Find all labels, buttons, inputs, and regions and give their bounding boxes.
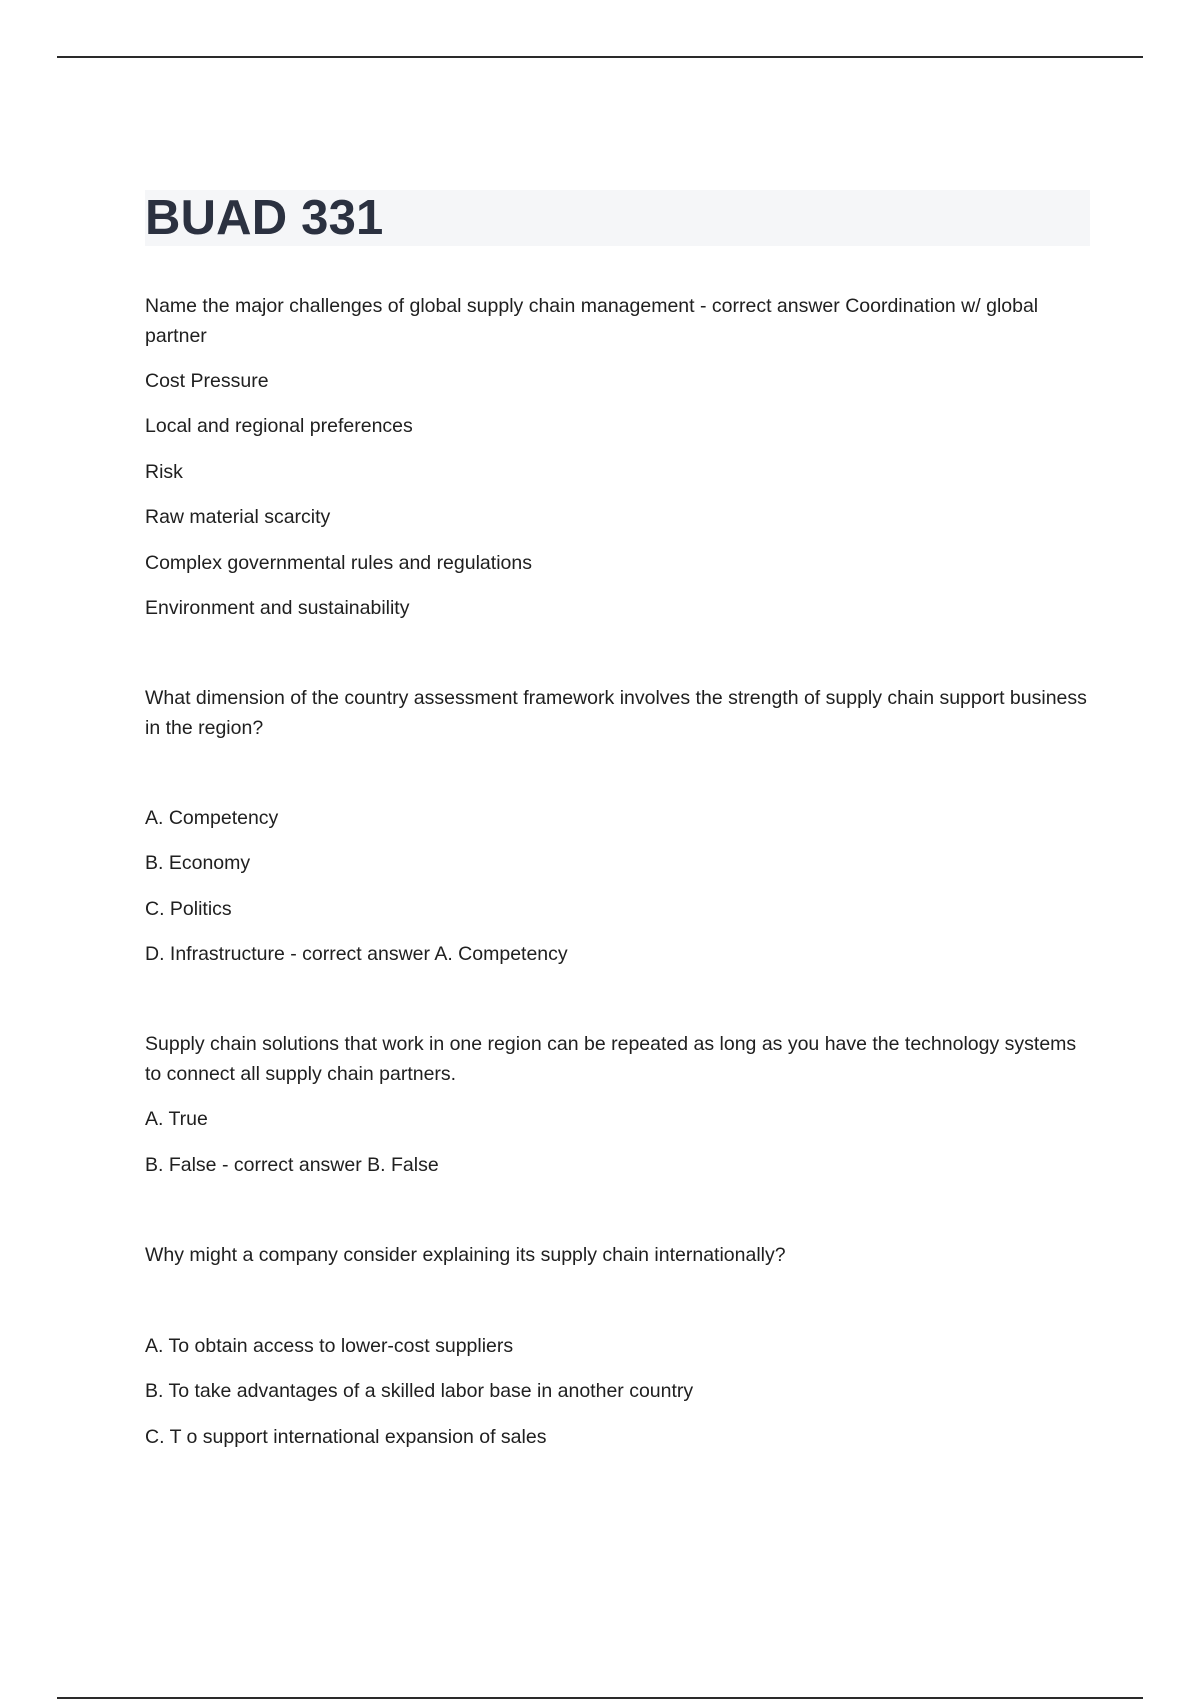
q4-option: A. To obtain access to lower-cost suppliers — [145, 1335, 514, 1357]
q4-prompt: Why might a company consider explaining its supply chain internationally? — [145, 1244, 786, 1266]
q1-item: Local and regional preferences — [145, 415, 413, 437]
page-title: BUAD 331 — [145, 191, 384, 245]
q2-option: D. Infrastructure - correct answer A. Competency — [145, 943, 568, 965]
q1-item: Cost Pressure — [145, 370, 269, 392]
q3-option: B. False - correct answer B. False — [145, 1154, 439, 1176]
q2-prompt: What dimension of the country assessment framework involves the strength of supply chain support business in the region? — [145, 687, 1087, 739]
q1-item: Complex governmental rules and regulations — [145, 552, 532, 574]
q4-option: C. T o support international expansion of sales — [145, 1426, 547, 1448]
top-rule — [57, 56, 1143, 58]
q1-item: Risk — [145, 461, 183, 483]
q1-item: Environment and sustainability — [145, 597, 410, 619]
q3-option: A. True — [145, 1108, 208, 1130]
bottom-rule — [57, 1697, 1143, 1699]
q2-option: C. Politics — [145, 898, 232, 920]
q2-option: A. Competency — [145, 807, 279, 829]
q2-option: B. Economy — [145, 852, 251, 874]
q1-prompt: Name the major challenges of global supply chain management - correct answer Coordination w/ global partner — [145, 295, 1039, 347]
q3-prompt: Supply chain solutions that work in one region can be repeated as long as you have the technology systems to connect all supply chain partners. — [145, 1033, 1077, 1085]
q4-option: B. To take advantages of a skilled labor base in another country — [145, 1380, 694, 1402]
q1-item: Raw material scarcity — [145, 506, 331, 528]
